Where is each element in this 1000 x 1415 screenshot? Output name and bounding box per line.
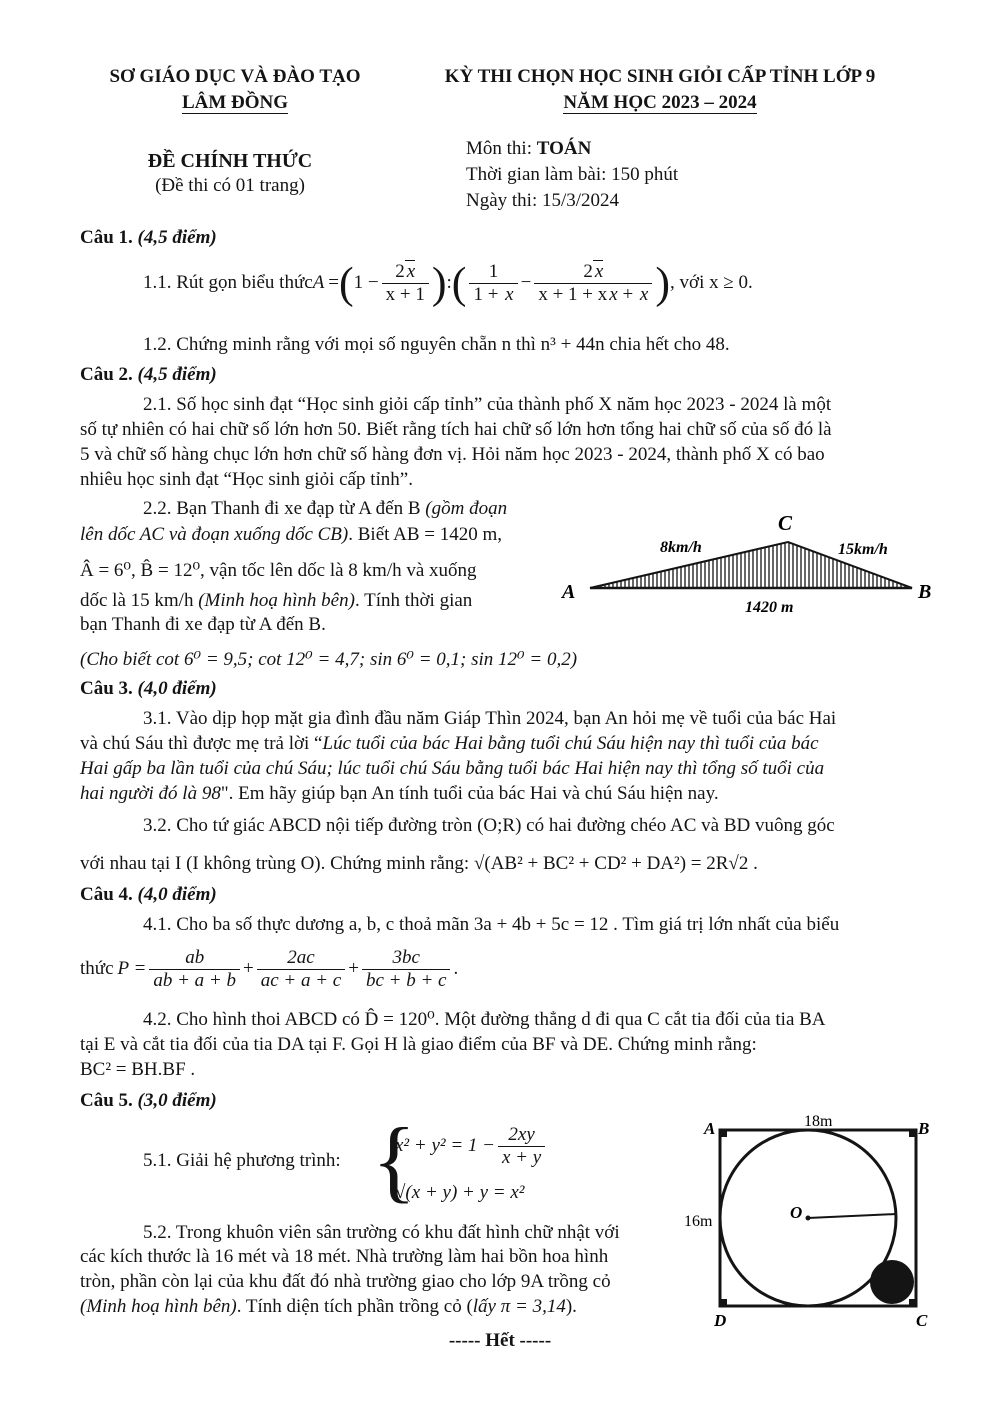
- vertex-a-label: A: [562, 581, 576, 603]
- q5-2-line-4: [80, 1296, 577, 1318]
- q2-2-line-2: [80, 524, 502, 546]
- plus-sign-2: +: [348, 958, 359, 979]
- center-o-label: O: [790, 1203, 803, 1222]
- department-name: SƠ GIÁO DỤC VÀ ĐÀO TẠO: [109, 66, 361, 87]
- question-3-points: (4,0 điểm): [137, 678, 217, 699]
- q3-1-line-4: [80, 781, 922, 807]
- width-label: 18m: [804, 1113, 833, 1130]
- school-year: [400, 92, 920, 114]
- garden-figure: [680, 1108, 940, 1338]
- q5-2-line-1: 5.2. Trong khuôn viên sân trường có khu đất hình chữ nhật với: [143, 1222, 620, 1243]
- q3-1-line-1: 3.1. Vào dịp họp mặt gia đình đầu năm Giáp Thìn 2024, bạn An hỏi mẹ về tuổi của bác Hai: [143, 708, 837, 729]
- q5-1-lead: 5.1. Giải hệ phương trình:: [143, 1150, 341, 1171]
- base-length-label: 1420 m: [745, 599, 794, 616]
- official-label: ĐỀ CHÍNH THỨC: [147, 150, 313, 172]
- q1-1-var: A: [312, 272, 325, 293]
- q2-1-line-3: 5 và chữ số hàng chục lớn hơn chữ số hàng đơn vị. Hỏi năm học 2023 - 2024, thành phố X có bao: [80, 444, 825, 465]
- plus-sign-1: +: [243, 958, 254, 979]
- corner-a-label: A: [704, 1119, 716, 1138]
- question-1-title: Câu 1.: [80, 227, 133, 248]
- q3-1-l4-italic: hai người đó là 98: [80, 783, 221, 804]
- province-name: [80, 92, 390, 114]
- question-4-title: Câu 4.: [80, 884, 133, 905]
- q4-1-expression: thức P = $\frac{ab}{ab + a + b}$ + $\frac{2ac}{ac + a + c}$ + $\frac{3bc}{bc + b + c}$ .: [80, 946, 459, 991]
- question-3-heading: [80, 676, 922, 702]
- q2-2-line-4: [80, 590, 472, 612]
- subject-label: Môn thi:: [466, 138, 537, 159]
- end-marker: ----- Hết -----: [448, 1330, 552, 1351]
- q3-1-l2-text: và chú Sáu thì được mẹ trả lời “: [80, 733, 323, 754]
- corner-mark-d: [720, 1299, 727, 1306]
- q4-1-lead: thức: [80, 958, 114, 979]
- q4-2-line-1: 4.2. Cho hình thoi ABCD có D̂ = 120⁰. Một đường thẳng d đi qua C cắt tia đối của tia BA: [143, 1009, 826, 1030]
- q2-2-l4-text: dốc là 15 km/h: [80, 590, 199, 611]
- corner-d-label: D: [714, 1311, 727, 1330]
- q5-2-l4-pi: lấy π = 3,14: [472, 1296, 566, 1317]
- q3-1-l4-text: ". Em hãy giúp bạn An tính tuổi của bác Hai và chú Sáu hiện nay.: [220, 783, 719, 804]
- q2-2-l4-italic: (Minh hoạ hình bên): [198, 590, 355, 611]
- q2-2-l1-italic: (gồm đoạn: [425, 498, 508, 519]
- corner-mark-b: [909, 1130, 916, 1137]
- time-limit: Thời gian làm bài: 150 phút: [466, 164, 679, 185]
- q3-2-line-2: với nhau tại I (I không trùng O). Chứng minh rằng: √(AB² + BC² + CD² + DA²) = 2R√2 .: [80, 853, 758, 874]
- q2-1-line-2: số tự nhiên có hai chữ số lớn hơn 50. Biết rằng tích hai chữ số lớn hơn tổng hai chữ số của số đó là: [80, 419, 832, 440]
- q1-1-lead: 1.1. Rút gọn biểu thức: [143, 272, 313, 293]
- q3-1-line-3: Hai gấp ba lần tuổi của chú Sáu; lúc tuổi chú Sáu bằng tuổi bác Hai hiện nay thì tổng số tuổi của: [80, 758, 825, 779]
- height-label: 16m: [684, 1213, 713, 1230]
- eq1-left: x² + y² = 1 −: [395, 1135, 495, 1156]
- subject-name: TOÁN: [536, 138, 592, 159]
- q2-2-line-3: Â = 6⁰, B̂ = 12⁰, vận tốc lên dốc là 8 km/h và xuống: [80, 560, 477, 581]
- q5-2-l4-text: . Tính diện tích phần trồng cỏ (: [236, 1296, 473, 1317]
- q2-1-line-1: 2.1. Số học sinh đạt “Học sinh giỏi cấp tỉnh” của thành phố X năm học 2023 - 2024 là một: [143, 394, 832, 415]
- q3-1-l2-italic: Lúc tuổi của bác Hai bằng tuổi chú Sáu hiện nay thì tuổi của bác: [322, 733, 819, 754]
- q3-2-line-1: 3.2. Cho tứ giác ABCD nội tiếp đường tròn (O;R) có hai đường chéo AC và BD vuông góc: [143, 815, 835, 836]
- slope-triangle-figure: [560, 500, 940, 620]
- q4-1-line-1: 4.1. Cho ba số thực dương a, b, c thoả mãn 3a + 4b + 5c = 12 . Tìm giá trị lớn nhất của biểu: [143, 914, 840, 935]
- question-1-1: [143, 252, 753, 314]
- eq1-fraction: $\frac{2xy}{x + y}$: [498, 1124, 545, 1169]
- question-5-title: Câu 5.: [80, 1090, 133, 1111]
- q2-2-l4-tail: . Tính thời gian: [354, 590, 473, 611]
- q4-1-var: P =: [117, 958, 147, 979]
- downhill-speed-label: 15km/h: [838, 541, 888, 558]
- school-year-text: NĂM HỌC 2023 – 2024: [563, 92, 757, 113]
- vertex-c-label: C: [778, 511, 793, 535]
- pages-note: (Đề thi có 01 trang): [155, 175, 305, 196]
- q4-1-fraction-3: $\frac{3bc}{bc + b + c}$: [362, 947, 451, 992]
- q2-2-l1-text: 2.2. Bạn Thanh đi xe đạp từ A đến B: [143, 498, 426, 519]
- q2-2-l2-italic: lên dốc AC và đoạn xuống dốc CB): [80, 524, 349, 545]
- question-1-2: 1.2. Chứng minh rằng với mọi số nguyên chẵn n thì n³ + 44n chia hết cho 48.: [143, 334, 730, 355]
- corner-b-label: B: [918, 1119, 930, 1138]
- question-5-points: (3,0 điểm): [137, 1090, 217, 1111]
- exam-date: Ngày thi: 15/3/2024: [466, 190, 620, 211]
- q4-2-line-3: BC² = BH.BF .: [80, 1059, 196, 1080]
- q2-2-line-5: bạn Thanh đi xe đạp từ A đến B.: [80, 614, 326, 635]
- q4-1-fraction-1: $\frac{ab}{ab + a + b}$: [149, 947, 240, 992]
- q4-1-fraction-2: $\frac{2ac}{ac + a + c}$: [257, 947, 346, 992]
- question-2-title: Câu 2.: [80, 364, 133, 385]
- q1-1-expression: =(1 − $\frac{2 x}{x + 1}$ ):( $\frac{1}{1 + x}$ − $\frac{2 x}{\text{x + 1 + x x + x}}$ ): [328, 258, 671, 307]
- uphill-speed-label: 8km/h: [660, 539, 702, 556]
- q5-2-line-3: tròn, phần còn lại của khu đất đó nhà trường giao cho lớp 9A trồng cỏ: [80, 1271, 611, 1292]
- question-2-heading: [80, 362, 922, 388]
- question-3-title: Câu 3.: [80, 678, 133, 699]
- q5-2-l4-end: ).: [565, 1296, 577, 1317]
- corner-c-label: C: [916, 1311, 928, 1330]
- question-2-points: (4,5 điểm): [137, 364, 217, 385]
- question-4-heading: [80, 882, 922, 908]
- q2-2-hint: (Cho biết cot 6⁰ = 9,5; cot 12⁰ = 4,7; sin 6⁰ = 0,1; sin 12⁰ = 0,2): [80, 649, 578, 670]
- q5-1-equation-1: [395, 1120, 548, 1172]
- small-flowerbed: [870, 1260, 914, 1304]
- question-1-points: (4,5 điểm): [137, 227, 217, 248]
- q3-1-line-2: [80, 731, 922, 757]
- corner-mark-a: [720, 1130, 727, 1137]
- radius-line: [808, 1214, 896, 1218]
- q2-1-line-4: nhiêu học sinh đạt “Học sinh giỏi cấp tỉnh”.: [80, 469, 413, 490]
- corner-mark-c: [909, 1299, 916, 1306]
- q2-2-line-1: [143, 498, 507, 520]
- q5-2-l4-italic: (Minh hoạ hình bên): [80, 1296, 237, 1317]
- vertex-b-label: B: [918, 581, 932, 603]
- q5-2-line-2: các kích thước là 16 mét và 18 mét. Nhà trường làm hai bồn hoa hình: [80, 1246, 609, 1267]
- q2-2-l2-text: . Biết AB = 1420 m,: [348, 524, 503, 545]
- question-1-heading: [80, 225, 922, 251]
- exam-title: KỲ THI CHỌN HỌC SINH GIỎI CẤP TỈNH LỚP 9: [444, 66, 876, 87]
- subject-line: [466, 136, 591, 162]
- q1-1-tail: , với x ≥ 0.: [670, 272, 753, 293]
- question-4-points: (4,0 điểm): [137, 884, 217, 905]
- province-name-text: LÂM ĐỒNG: [181, 92, 289, 113]
- q5-1-system-brace: {: [372, 1109, 417, 1211]
- q4-2-line-2: tại E và cắt tia đối của tia DA tại F. Gọi H là giao điểm của BF và DE. Chứng minh rằng:: [80, 1034, 757, 1055]
- q5-1-equation-2: √(x + y) + y = x²: [395, 1182, 525, 1203]
